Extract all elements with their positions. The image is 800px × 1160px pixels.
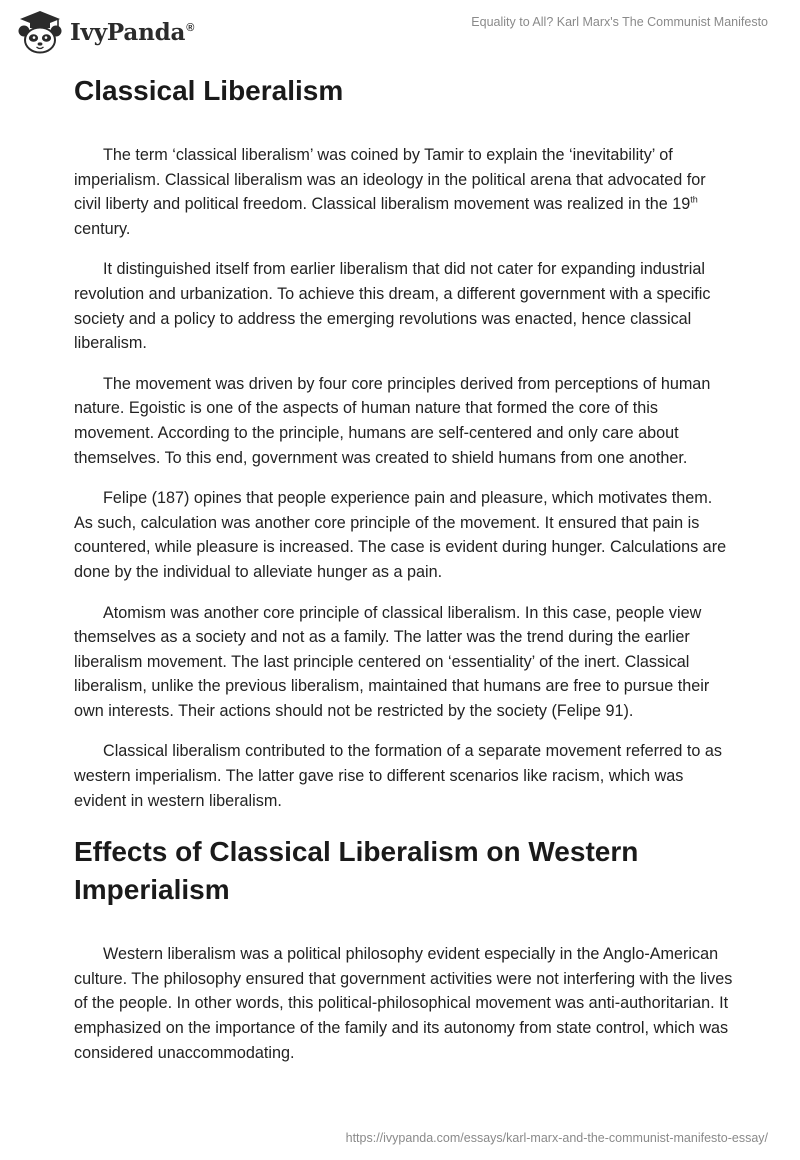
paragraph: The term ‘classical liberalism’ was coined by Tamir to explain the ‘inevitability’ of imperialism. Classical liberalism was an ideology in the political arena that advocated for civil liberty and political freedom. Classical liberalism movement was realized in the 19th century. (74, 146, 706, 238)
paragraph: Classical liberalism contributed to the formation of a separate movement referred to as western imperialism. The latter gave rise to different scenarios like racism, which was evident in western liberalism. (74, 742, 723, 810)
panda-graduate-icon (14, 9, 66, 55)
superscript: th (690, 194, 698, 205)
paragraph: Atomism was another core principle of classical liberalism. In this case, people view themselves as a society and not as a family. The latter was the trend during the earlier liberalism movement. The last principle centered on ‘essentiality’ of the inert. Classical liberalism, unlike the previous liberalism, maintained that humans are free to pursue their own interests. Their actions should not be restricted by the society (Felipe 91). (74, 603, 710, 720)
brand-logo[interactable] (14, 8, 214, 56)
registered-mark: ® (186, 21, 195, 34)
section-heading-effects-on-western-imperialism: Effects of Classical Liberalism on Western Imperialism (74, 836, 639, 906)
paragraph: The movement was driven by four core principles derived from perceptions of human nature. Egoistic is one of the aspects of human nature that formed the core of this movement. According to the principle, humans are self-centered and only care about themselves. To this end, government was created to shield humans from one another. (74, 374, 711, 467)
essay-content (74, 72, 734, 1081)
paragraph: Western liberalism was a political philosophy evident especially in the Anglo-American culture. The philosophy ensured that government activities were not interfering with the lives of the people. In other words, this political-philosophical movement was anti-authoritarian. It emphasized on the importance of the family and its autonomy from state control, which was considered unaccommodating. (74, 945, 733, 1062)
section-heading-classical-liberalism: Classical Liberalism (74, 75, 344, 106)
paragraph: It distinguished itself from earlier liberalism that did not cater for expanding industrial revolution and urbanization. To achieve this dream, a different government with a specific society and a policy to address the emerging revolutions was enacted, hence classical liberalism. (74, 260, 711, 353)
paragraph: Felipe (187) opines that people experience pain and pleasure, which motivates them. As such, calculation was another core principle of the movement. It ensured that pain is countered, while pleasure is increased. The case is evident during hunger. Calculations are done by the individual to alleviate hunger as a pain. (74, 489, 727, 581)
source-url-link[interactable]: https://ivypanda.com/essays/karl-marx-and-the-communist-manifesto-essay/ (345, 1131, 768, 1145)
page-header (0, 0, 800, 60)
document-title: Equality to All? Karl Marx's The Communist Manifesto (471, 15, 768, 29)
brand-name: IvyPanda® (70, 18, 195, 46)
